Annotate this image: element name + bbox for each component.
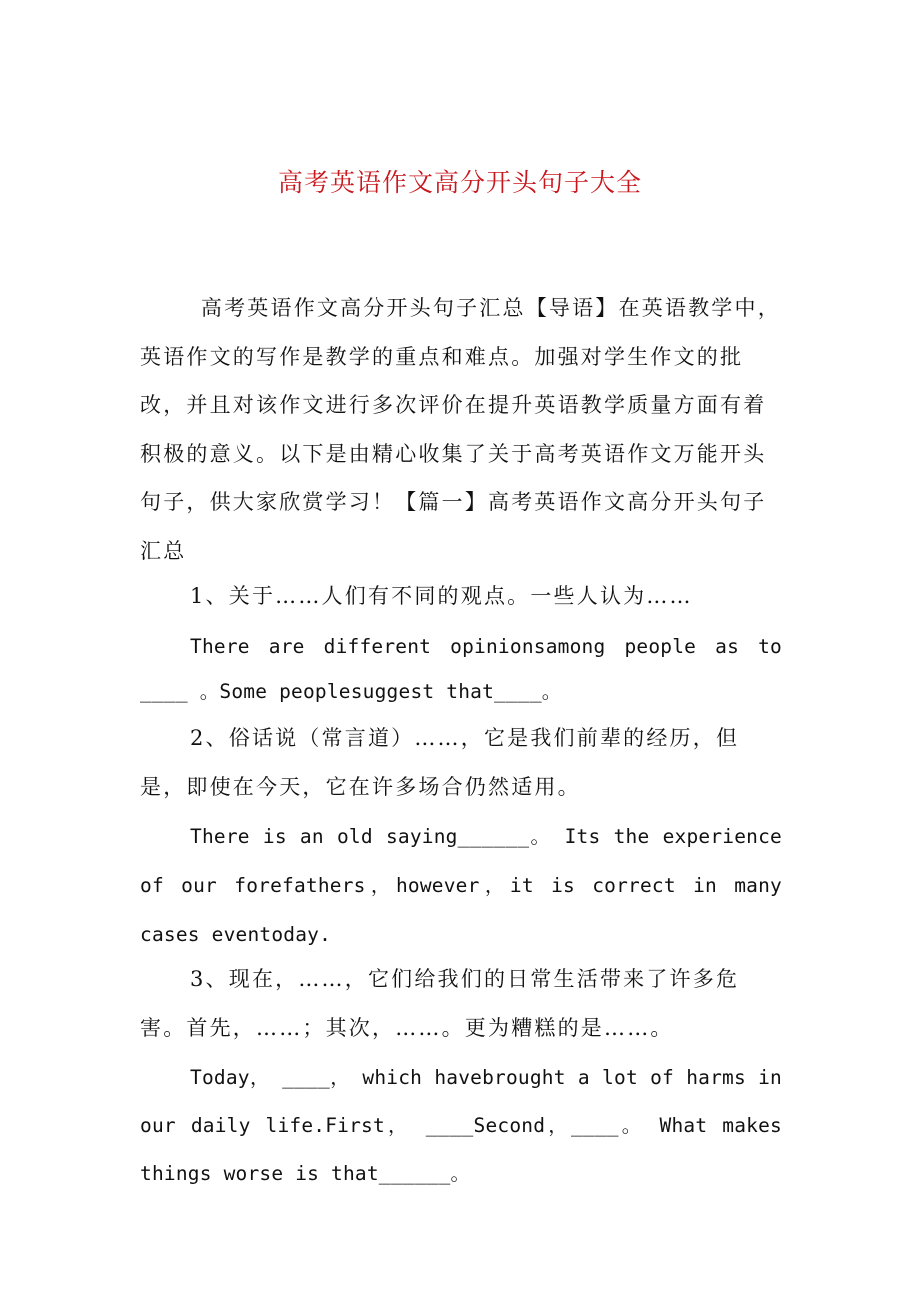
intro-paragraph: 高考英语作文高分开头句子汇总【导语】在英语教学中，英语作文的写作是教学的重点和难点。加强对学生作文的批改，并且对该作文进行多次评价在提升英语教学质量方面有着积极的意义。以下是由精心收集了关于高考英语作文万能开头句子，供大家欣赏学习！【篇一】高考英语作文高分开头句子汇总 — [140, 296, 781, 563]
item-1-chinese: 1、关于……人们有不同的观点。一些人认为…… — [190, 584, 693, 608]
item-3-english: Today， ____， which havebrought a lot of harms in our daily life.First， ____Second，____。 What makes things worse is that______。 — [140, 1066, 782, 1185]
item-2-chinese: 2、俗话说（常言道）……，它是我们前辈的经历，但是，即使在今天，它在许多场合仍然适用。 — [140, 726, 740, 799]
document-title: 高考英语作文高分开头句子大全 — [277, 168, 642, 197]
item-2-english: There is an old saying______。 Its the experience of our forefathers，however，it is correct in many cases eventoday. — [140, 825, 782, 946]
item-3-chinese: 3、现在，……，它们给我们的日常生活带来了许多危害。首先，……；其次，……。更为糟糕的是……。 — [140, 967, 740, 1040]
item-1-english: There are different opinionsamong people as to ____ 。Some peoplesuggest that____。 — [140, 635, 782, 703]
